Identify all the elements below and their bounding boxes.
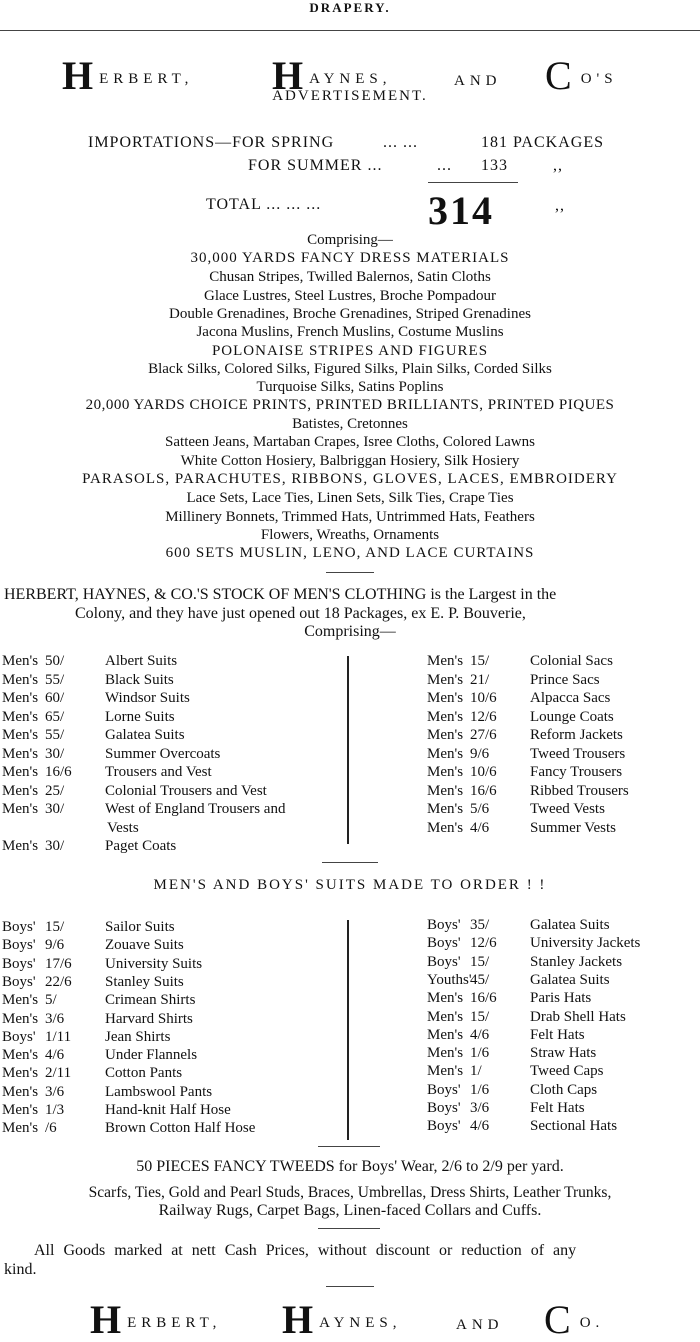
customer-type: Men's <box>427 990 464 1007</box>
price-row <box>427 989 591 1007</box>
customer-type: Men's <box>427 1026 464 1043</box>
firm-word-herbert: HERBERT, <box>62 53 194 98</box>
price-row <box>2 763 212 781</box>
price-row <box>2 689 190 707</box>
import-summer-label: FOR SUMMER ... <box>248 157 383 174</box>
price-row <box>427 819 616 837</box>
price: 15/ <box>470 653 490 669</box>
price-row <box>2 671 174 689</box>
item-name: Under Flannels <box>105 1047 198 1064</box>
section-rule <box>326 572 374 573</box>
price-row <box>427 1099 585 1117</box>
order-right-column <box>427 916 697 1136</box>
terms-line1: All Goods marked at nett Cash Prices, without discount or reduction of any <box>34 1242 577 1259</box>
customer-type: Boys' <box>2 937 36 954</box>
price-row <box>427 782 629 800</box>
price: 22/6 <box>45 973 72 990</box>
price: 2/11 <box>45 1065 72 1082</box>
price: 5/ <box>45 992 57 1009</box>
list-item: Jacona Muslins, French Muslins, Costume Muslins <box>196 324 504 340</box>
customer-type: Boys' <box>2 1028 36 1045</box>
sig-word-co: C O. <box>544 1297 605 1342</box>
import-summer-dots: ... <box>437 157 452 174</box>
price: 3/6 <box>45 1010 65 1027</box>
price-row <box>2 1064 182 1082</box>
price: /6 <box>45 1120 57 1137</box>
item-name: Drab Shell Hats <box>530 1008 626 1025</box>
total-value: 314 <box>428 188 494 233</box>
item-name-continued: Vests <box>107 819 139 836</box>
item-name: Galatea Suits <box>105 727 185 743</box>
price: 30/ <box>45 745 65 762</box>
price-row <box>2 1119 255 1137</box>
list-item: White Cotton Hosiery, Balbriggan Hosiery, Silk Hosiery <box>180 453 520 469</box>
list-item: Black Silks, Colored Silks, Figured Silks, Plain Silks, Corded Silks <box>148 361 552 377</box>
list-item: 600 SETS MUSLIN, LENO, AND LACE CURTAINS <box>165 545 535 561</box>
price: 9/6 <box>45 937 65 954</box>
price: 1/ <box>470 1063 482 1080</box>
import-spring-dots: ... ... <box>383 134 418 151</box>
price-row <box>427 1117 617 1135</box>
list-item: POLONAISE STRIPES AND FIGURES <box>211 343 489 359</box>
customer-type: Men's <box>2 801 39 817</box>
price: 12/6 <box>470 935 497 952</box>
list-item: 20,000 YARDS CHOICE PRINTS, PRINTED BRILLIANTS, PRINTED PIQUES <box>85 397 615 413</box>
price: 10/6 <box>470 764 497 780</box>
customer-type: Men's <box>427 819 464 836</box>
item-name: Stanley Suits <box>105 973 184 990</box>
total-ditto: ,, <box>555 197 565 214</box>
customer-type: Boys' <box>2 955 36 972</box>
price: 55/ <box>45 727 65 743</box>
list-item: Turquoise Silks, Satins Poplins <box>256 379 444 395</box>
customer-type: Men's <box>427 782 464 799</box>
customer-type: Men's <box>2 745 39 762</box>
item-name: Lounge Coats <box>530 708 614 725</box>
list-item: PARASOLS, PARACHUTES, RIBBONS, GLOVES, LACES, EMBROIDERY <box>82 471 618 487</box>
price: 30/ <box>45 801 65 817</box>
price-row <box>427 745 625 763</box>
price: 12/6 <box>470 708 497 725</box>
item-name: Sailor Suits <box>105 919 175 935</box>
customer-type: Men's <box>2 1065 39 1082</box>
price: 10/6 <box>470 690 497 706</box>
item-name: Tweed Caps <box>530 1063 604 1080</box>
firm-word-haynes: HAYNES, <box>272 53 392 98</box>
total-rule <box>428 182 518 183</box>
price-row <box>2 936 184 954</box>
sundries-line1: Scarfs, Ties, Gold and Pearl Studs, Braces, Umbrellas, Dress Shirts, Leather Trunks, <box>88 1184 612 1201</box>
section-header: DRAPERY. <box>309 0 391 15</box>
section-rule <box>318 1228 380 1229</box>
import-spring-label: IMPORTATIONS—FOR SPRING <box>88 134 335 151</box>
price: 65/ <box>45 708 65 725</box>
list-item: Flowers, Wreaths, Ornaments <box>260 527 440 543</box>
sundries-line2: Railway Rugs, Carpet Bags, Linen-faced Collars and Cuffs. <box>158 1202 542 1219</box>
price-row <box>2 1028 170 1046</box>
column-divider <box>347 920 349 1140</box>
customer-type: Men's <box>427 1008 464 1025</box>
price-row <box>427 763 622 781</box>
list-item: Batistes, Cretonnes <box>292 416 408 432</box>
customer-type: Boys' <box>427 953 461 970</box>
customer-type: Men's <box>2 653 39 669</box>
advertisement-subtitle: ADVERTISEMENT. <box>272 88 428 104</box>
item-name: Cotton Pants <box>105 1065 183 1082</box>
item-name: Straw Hats <box>530 1045 597 1062</box>
price-row <box>427 1044 596 1062</box>
item-name: Paris Hats <box>530 990 592 1007</box>
price-row <box>2 782 267 800</box>
item-name: Prince Sacs <box>530 671 600 688</box>
item-name: Harvard Shirts <box>105 1010 193 1027</box>
price-row <box>427 971 610 989</box>
price-row <box>2 1101 231 1119</box>
list-item: Satteen Jeans, Martaban Crapes, Isree Cloths, Colored Lawns <box>165 434 535 450</box>
customer-type: Men's <box>2 764 39 780</box>
price: 16/6 <box>470 990 497 1007</box>
price-row <box>2 955 202 973</box>
item-name: Crimean Shirts <box>105 992 196 1009</box>
item-name: Jean Shirts <box>105 1028 171 1045</box>
customer-type: Men's <box>427 1045 464 1062</box>
sig-word-herbert: HERBERT, <box>90 1297 222 1342</box>
made-to-order-heading: MEN'S AND BOYS' SUITS MADE TO ORDER ! ! <box>153 877 547 893</box>
customer-type: Boys' <box>427 1100 461 1116</box>
price: 9/6 <box>470 745 490 762</box>
customer-type: Men's <box>2 671 39 688</box>
price-row <box>2 1010 193 1028</box>
item-name: Ribbed Trousers <box>530 782 629 799</box>
signature-firm-name <box>0 1288 700 1342</box>
price-row <box>427 1008 626 1026</box>
tweeds-line: 50 PIECES FANCY TWEEDS for Boys' Wear, 2/6 to 2/9 per yard. <box>136 1158 564 1175</box>
price-row <box>2 973 184 991</box>
item-name: Lambswool Pants <box>105 1083 213 1100</box>
mens-clothing-right-column <box>427 652 697 837</box>
customer-type: Men's <box>2 782 39 799</box>
price-row <box>2 652 177 670</box>
firm-word-cos: C O'S <box>545 53 618 98</box>
price-row <box>427 953 622 971</box>
list-item: Chusan Stripes, Twilled Balernos, Satin Cloths <box>209 269 491 285</box>
item-name: Summer Overcoats <box>105 745 221 762</box>
item-name: Lorne Suits <box>105 708 175 725</box>
item-name: Colonial Sacs <box>530 653 613 669</box>
price-row <box>427 1062 604 1080</box>
item-name: Windsor Suits <box>105 690 190 706</box>
item-name: Sectional Hats <box>530 1118 618 1135</box>
customer-type: Boys' <box>427 917 461 933</box>
price: 45/ <box>470 971 490 988</box>
item-name: Black Suits <box>105 671 174 688</box>
price: 27/6 <box>470 727 497 743</box>
price: 21/ <box>470 671 490 688</box>
price-row <box>427 726 623 744</box>
price: 1/3 <box>45 1102 65 1118</box>
section-rule <box>322 862 378 863</box>
price: 35/ <box>470 917 490 933</box>
customer-type: Youths' <box>427 971 472 988</box>
item-name: Galatea Suits <box>530 917 610 933</box>
customer-type: Boys' <box>427 1118 461 1135</box>
price: 25/ <box>45 782 65 799</box>
item-name: Tweed Trousers <box>530 745 626 762</box>
list-item: Lace Sets, Lace Ties, Linen Sets, Silk Ties, Crape Ties <box>186 490 514 506</box>
list-item: Glace Lustres, Steel Lustres, Broche Pompadour <box>203 288 496 304</box>
price-row <box>427 934 640 952</box>
item-name: Reform Jackets <box>530 727 623 743</box>
item-name: Cloth Caps <box>530 1081 598 1098</box>
price: 4/6 <box>470 819 490 836</box>
price-row <box>427 916 610 934</box>
comprising-intro: Comprising— <box>307 232 393 248</box>
price: 60/ <box>45 690 65 706</box>
price: 16/6 <box>470 782 497 799</box>
price-row <box>2 745 220 763</box>
item-name: Albert Suits <box>105 653 178 669</box>
customer-type: Men's <box>2 727 39 743</box>
price-row <box>2 837 176 855</box>
mens-clothing-left-column <box>2 652 342 857</box>
item-name: Felt Hats <box>530 1026 585 1043</box>
item-name: Fancy Trousers <box>530 764 623 780</box>
customer-type: Men's <box>427 727 464 743</box>
price-row <box>2 800 285 818</box>
list-item: 30,000 YARDS FANCY DRESS MATERIALS <box>190 250 510 266</box>
customer-type: Boys' <box>427 1081 461 1098</box>
column-divider <box>347 656 349 844</box>
price-row <box>2 726 185 744</box>
customer-type: Men's <box>427 690 464 706</box>
import-summer-value: 133 <box>481 157 508 174</box>
item-name: University Suits <box>105 955 203 972</box>
customer-type: Boys' <box>2 919 36 935</box>
customer-type: Men's <box>2 992 39 1009</box>
price: 17/6 <box>45 955 72 972</box>
customer-type: Boys' <box>427 935 461 952</box>
item-name: Paget Coats <box>105 838 177 854</box>
price-row <box>2 708 175 726</box>
item-name: Tweed Vests <box>530 801 605 817</box>
customer-type: Men's <box>427 764 464 780</box>
customer-type: Men's <box>2 708 39 725</box>
price: 4/6 <box>470 1026 490 1043</box>
item-name: Brown Cotton Half Hose <box>105 1120 256 1137</box>
price: 1/6 <box>470 1081 490 1098</box>
price-row <box>427 1081 597 1099</box>
clothing-paragraph-line2: Colony, and they have just opened out 18 Packages, ex E. P. Bouverie, <box>75 605 526 622</box>
price-row <box>427 652 613 670</box>
price-row <box>2 1083 212 1101</box>
item-name: Zouave Suits <box>105 937 184 954</box>
price: 50/ <box>45 653 65 669</box>
price-row <box>2 819 139 837</box>
clothing-paragraph-line1: HERBERT, HAYNES, & CO.'S STOCK OF MEN'S CLOTHING is the Largest in the <box>4 586 557 603</box>
price-row <box>2 991 195 1009</box>
price: 55/ <box>45 671 65 688</box>
customer-type: Men's <box>427 671 464 688</box>
customer-type: Men's <box>2 1010 39 1027</box>
item-name: Stanley Jackets <box>530 953 623 970</box>
price-row <box>2 1046 197 1064</box>
customer-type: Men's <box>427 1063 464 1080</box>
price: 4/6 <box>45 1047 65 1064</box>
customer-type: Men's <box>2 1083 39 1100</box>
price-row <box>427 800 605 818</box>
item-name: West of England Trousers and <box>105 801 286 817</box>
customer-type: Men's <box>2 1047 39 1064</box>
customer-type: Men's <box>2 1120 39 1137</box>
customer-type: Men's <box>427 653 464 669</box>
price: 15/ <box>45 919 65 935</box>
list-item: Millinery Bonnets, Trimmed Hats, Untrimmed Hats, Feathers <box>165 509 535 525</box>
price-row <box>427 708 614 726</box>
price-row <box>427 1026 585 1044</box>
customer-type: Men's <box>427 745 464 762</box>
total-label: TOTAL ... ... ... <box>206 196 322 213</box>
price: 16/6 <box>45 764 72 780</box>
price: 1/6 <box>470 1045 490 1062</box>
header-rule <box>0 30 700 31</box>
price: 1/11 <box>45 1028 72 1045</box>
clothing-comprising-intro: Comprising— <box>304 623 396 640</box>
item-name: Felt Hats <box>530 1100 585 1116</box>
price: 5/6 <box>470 801 490 817</box>
item-name: University Jackets <box>530 935 641 952</box>
price: 15/ <box>470 1008 490 1025</box>
sig-word-haynes: HAYNES, <box>282 1297 402 1342</box>
import-summer-ditto: ,, <box>553 157 563 174</box>
customer-type: Men's <box>427 801 464 817</box>
item-name: Alpacca Sacs <box>530 690 611 706</box>
item-name: Hand-knit Half Hose <box>105 1102 231 1118</box>
price-row <box>2 918 175 936</box>
price: 30/ <box>45 838 65 854</box>
customer-type: Boys' <box>2 973 36 990</box>
list-item: Double Grenadines, Broche Grenadines, Striped Grenadines <box>169 306 531 322</box>
sig-word-and: AND <box>456 1317 504 1333</box>
import-spring-value: 181 PACKAGES <box>481 134 604 151</box>
price-row <box>427 689 610 707</box>
customer-type: Men's <box>2 1102 39 1118</box>
item-name: Colonial Trousers and Vest <box>105 782 267 799</box>
customer-type: Men's <box>2 690 39 706</box>
price: 3/6 <box>470 1100 490 1116</box>
terms-line2: kind. <box>4 1261 37 1278</box>
customer-type: Men's <box>2 838 39 854</box>
price: 15/ <box>470 953 490 970</box>
item-name: Galatea Suits <box>530 971 610 988</box>
order-left-column <box>2 918 342 1138</box>
price-row <box>427 671 600 689</box>
firm-word-and: AND <box>454 73 502 89</box>
section-rule <box>318 1146 380 1147</box>
item-name: Summer Vests <box>530 819 616 836</box>
price: 4/6 <box>470 1118 490 1135</box>
section-rule <box>326 1286 374 1287</box>
customer-type: Men's <box>427 708 464 725</box>
item-name: Trousers and Vest <box>105 764 212 780</box>
price: 3/6 <box>45 1083 65 1100</box>
